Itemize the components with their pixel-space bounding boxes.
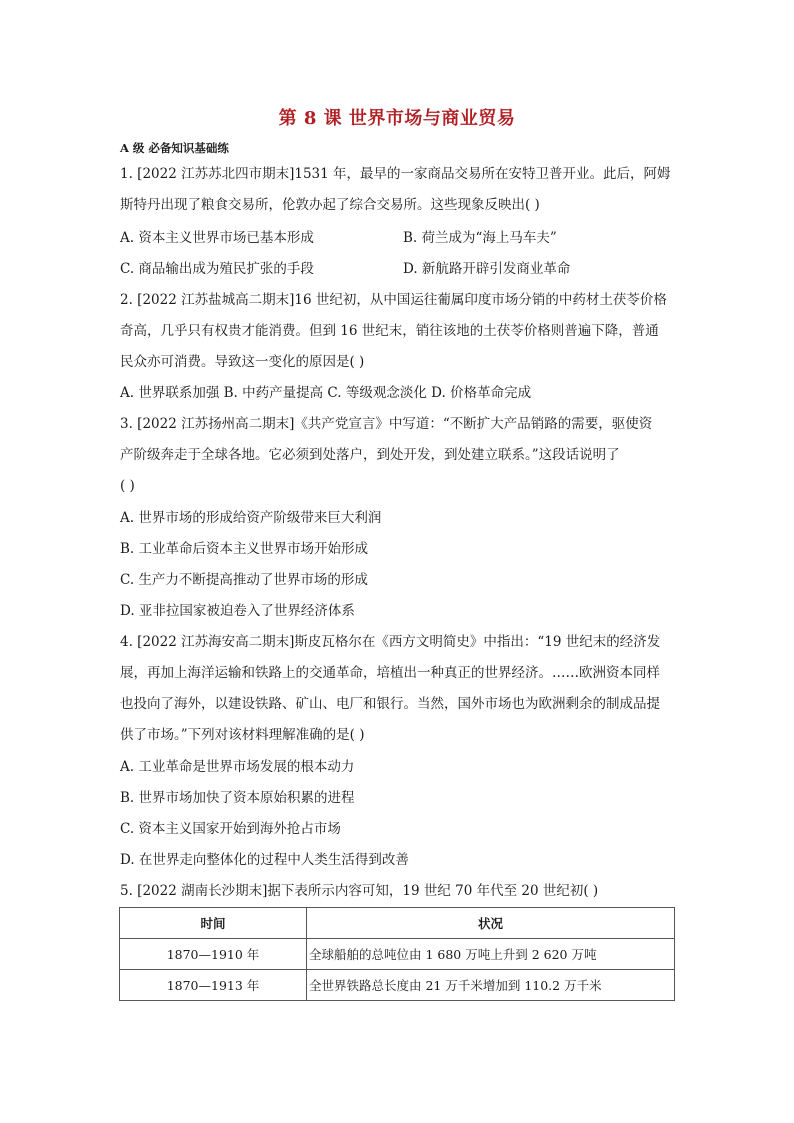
q2-options: A. 世界联系加强 B. 中药产量提高 C. 等级观念淡化 D. 价格革命完成 [120,385,532,401]
table-cell-time: 1870—1910 年 [120,939,307,970]
q1-option-b: B. 荷兰成为“海上马车夫” [403,230,557,246]
q2-stem-line-2: 奇高，几乎只有权贵才能消费。但到 16 世纪末，销往该地的土茯苓价格则普遍下降，普通 [120,323,659,339]
table-cell-time: 1870—1913 年 [120,970,307,1001]
q3-stem-line-2: 产阶级奔走于全球各地。它必须到处落户，到处开发，到处建立联系。”这段话说明了 [120,447,620,463]
q1-option-d: D. 新航路开辟引发商业革命 [403,261,571,277]
table-row [120,970,675,1001]
q4-option-b: B. 世界市场加快了资本原始积累的进程 [120,790,355,806]
q3-option-c: C. 生产力不断提高推动了世界市场的形成 [120,572,368,588]
section-level-heading: A 级 必备知识基础练 [120,141,229,155]
table-header-time: 时间 [120,908,307,939]
q3-stem-line-1: 3. [2022 江苏扬州高二期末]《共产党宣言》中写道：“不断扩大产品销路的需要，驱使资 [120,416,653,432]
table-header-status: 状况 [307,908,675,939]
q5-stem-line-1: 5. [2022 湖南长沙期末]据下表所示内容可知，19 世纪 70 年代至 20 世纪初( ) [120,883,599,899]
q1-stem-line-1: 1. [2022 江苏苏北四市期末]1531 年，最早的一家商品交易所在安特卫普开业。此后，阿姆 [120,166,671,182]
q3-stem-line-3: ( ) [120,478,135,494]
page-title: 第 8 课 世界市场与商业贸易 [278,108,516,129]
table-cell-status: 全球船舶的总吨位由 1 680 万吨上升到 2 620 万吨 [307,939,675,970]
q4-stem-line-3: 也投向了海外，以建设铁路、矿山、电厂和银行。当然，国外市场也为欧洲剩余的制成品提 [120,696,660,712]
q2-stem-line-1: 2. [2022 江苏盐城高二期末]16 世纪初，从中国运往葡属印度市场分销的中药材土茯苓价格 [120,292,667,308]
q1-option-a: A. 资本主义世界市场已基本形成 [120,230,314,246]
table-row [120,939,675,970]
q2-stem-line-3: 民众亦可消费。导致这一变化的原因是( ) [120,354,365,370]
q4-stem-line-1: 4. [2022 江苏海安高二期末]斯皮瓦格尔在《西方文明简史》中指出：“19 世纪末的经济发 [120,634,661,650]
q4-stem-line-4: 供了市场。”下列对该材料理解准确的是( ) [120,727,365,743]
q1-stem-line-2: 斯特丹出现了粮食交易所，伦敦办起了综合交易所。这些现象反映出( ) [120,197,540,213]
q4-option-c: C. 资本主义国家开始到海外抢占市场 [120,821,341,837]
table-cell-status: 全世界铁路总长度由 21 万千米增加到 110.2 万千米 [307,970,675,1001]
q4-stem-line-2: 展，再加上海洋运输和铁路上的交通革命，培植出一种真正的世界经济。……欧洲资本同样 [120,665,660,681]
table-header-row [120,908,675,939]
q3-option-b: B. 工业革命后资本主义世界市场开始形成 [120,541,369,557]
q3-option-d: D. 亚非拉国家被迫卷入了世界经济体系 [120,603,355,619]
data-table [119,907,675,1001]
q4-option-a: A. 工业革命是世界市场发展的根本动力 [120,759,355,775]
q3-option-a: A. 世界市场的形成给资产阶级带来巨大利润 [120,510,382,526]
q1-option-c: C. 商品输出成为殖民扩张的手段 [120,261,314,277]
q4-option-d: D. 在世界走向整体化的过程中人类生活得到改善 [120,852,409,868]
